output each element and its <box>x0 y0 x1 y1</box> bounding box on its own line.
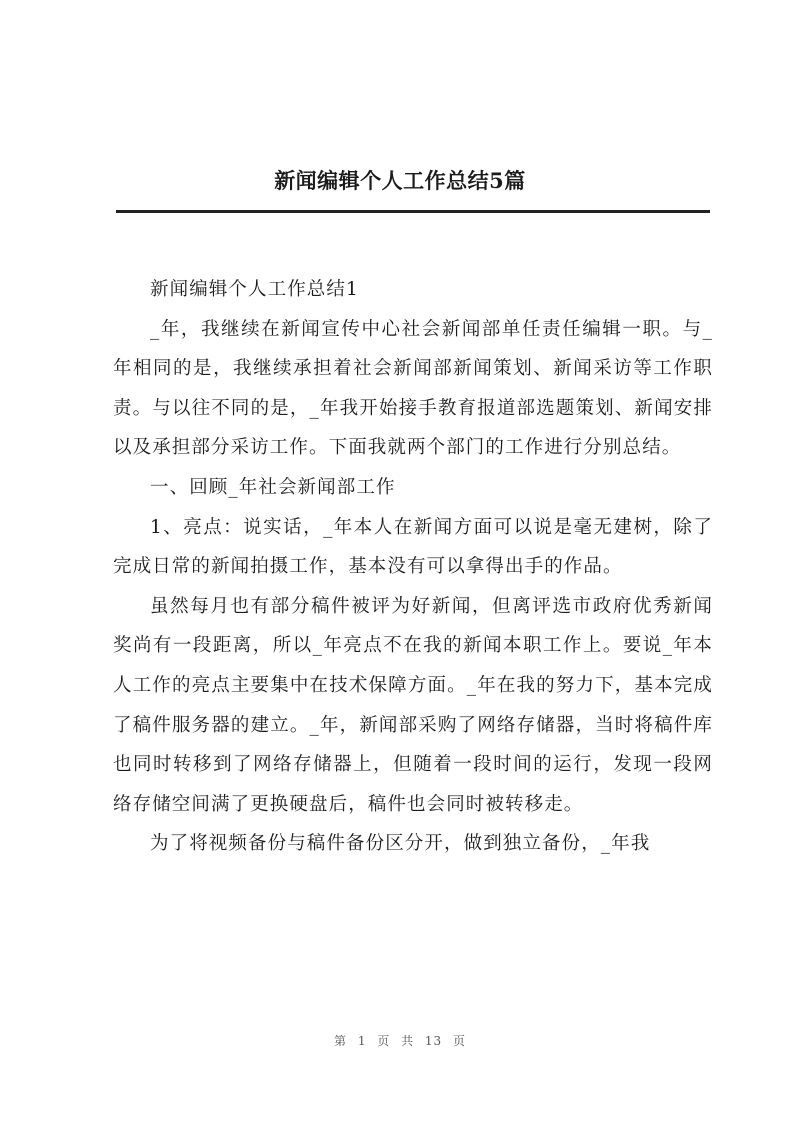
body-paragraph: 为了将视频备份与稿件备份区分开，做到独立备份，_年我 <box>150 833 651 855</box>
page-footer: 第 1 页 共 13 页 <box>334 1034 466 1048</box>
document-body <box>113 270 713 864</box>
subsection-heading: 一、回顾_年社会新闻部工作 <box>150 476 396 498</box>
body-paragraph: 虽然每月也有部分稿件被评为好新闻，但离评选市政府优秀新闻奖尚有一段距离，所以_年亮点不在我的新闻本职工作上。要说_年本人工作的亮点主要集中在技术保障方面。_年在我的努力下，基本完成了稿件服务器的建立。_年，新闻部采购了网络存储器，当时将稿件库也同时转移到了网络存储器上，但随着一段时间的运行，发现一段网络存储空间满了更换硬盘后，稿件也会同时被转移走。 <box>113 595 713 815</box>
document-title: 新闻编辑个人工作总结5篇 <box>274 168 526 193</box>
body-paragraph: _年，我继续在新闻宣传中心社会新闻部单任责任编辑一职。与_年相同的是，我继续承担着社会新闻部新闻策划、新闻采访等工作职责。与以往不同的是，_年我开始接手教育报道部选题策划、新闻安排以及承担部分采访工作。下面我就两个部门的工作进行分别总结。 <box>113 318 713 459</box>
title-divider <box>116 210 710 213</box>
section-heading: 新闻编辑个人工作总结1 <box>150 279 359 300</box>
body-paragraph: 1、亮点：说实话，_年本人在新闻方面可以说是毫无建树，除了完成日常的新闻拍摄工作，基本没有可以拿得出手的作品。 <box>113 516 713 578</box>
